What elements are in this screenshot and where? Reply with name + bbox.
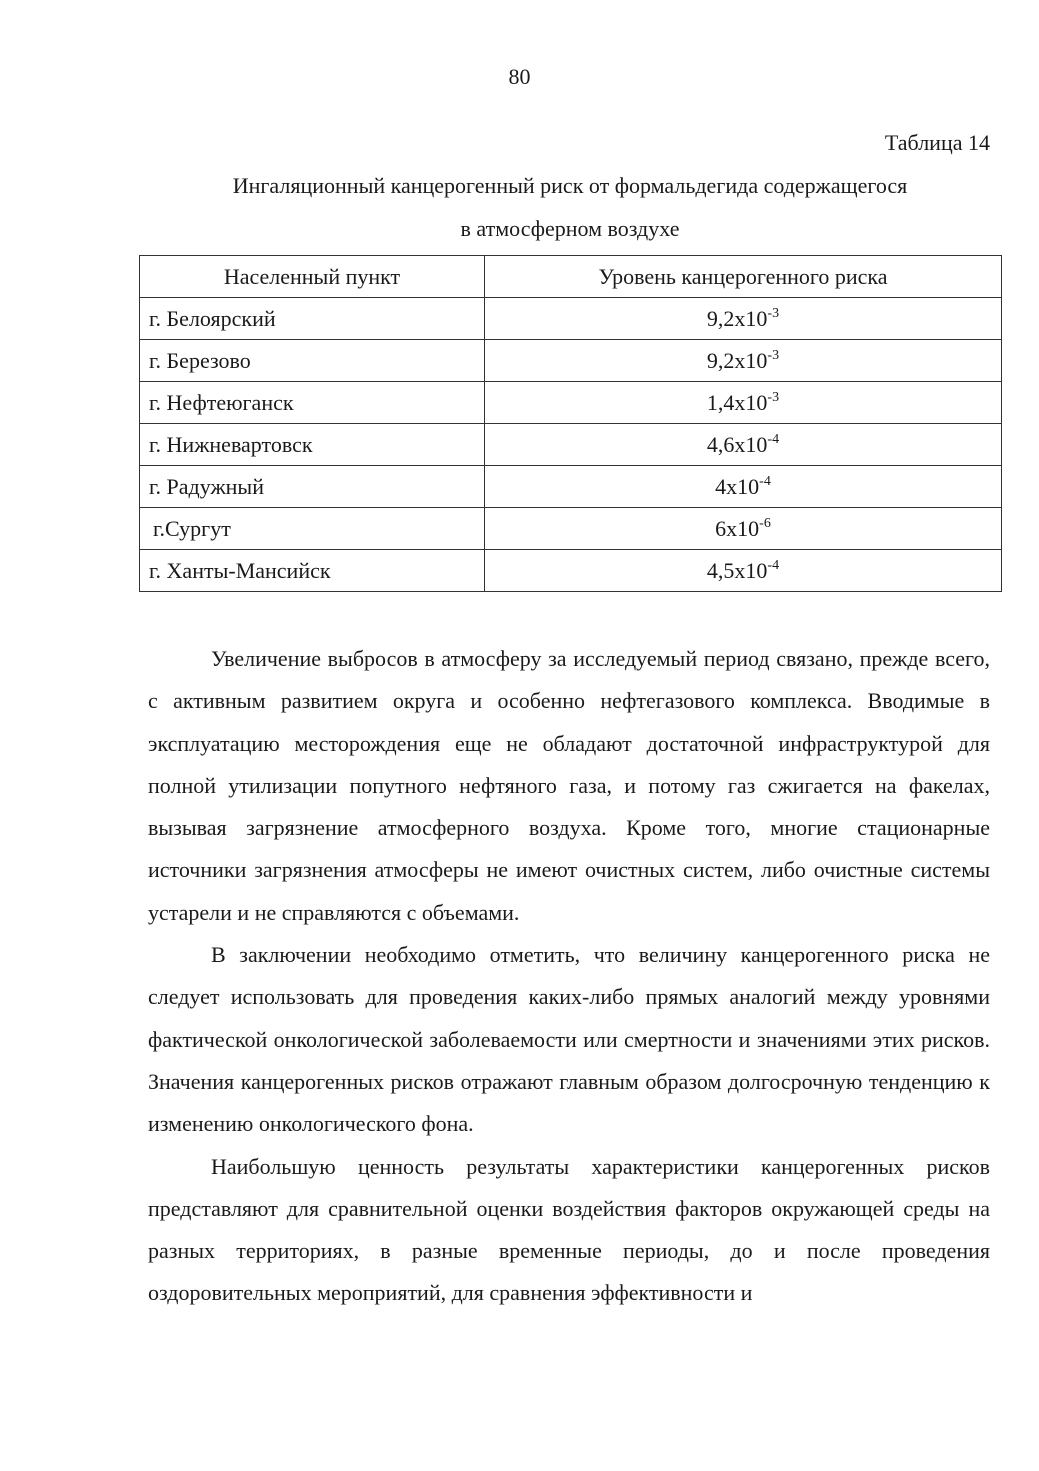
risk-value-cell bbox=[485, 424, 1002, 466]
page-number: 80 bbox=[508, 64, 531, 89]
risk-mantissa: 4,6х10 bbox=[706, 431, 768, 457]
risk-value-cell bbox=[485, 382, 1002, 424]
risk-mantissa: 1,4х10 bbox=[706, 389, 768, 415]
risk-exponent: -4 bbox=[767, 431, 780, 447]
risk-exponent: -3 bbox=[767, 389, 780, 405]
risk-value-cell bbox=[485, 550, 1002, 592]
risk-value-cell bbox=[485, 466, 1002, 508]
table-row bbox=[140, 340, 1002, 382]
risk-mantissa: 4,5х10 bbox=[706, 557, 768, 583]
risk-mantissa: 9,2х10 bbox=[706, 305, 768, 331]
city-cell: г. Радужный bbox=[140, 466, 485, 508]
table-row bbox=[140, 466, 1002, 508]
risk-mantissa: 4х10 bbox=[715, 473, 760, 499]
body-text bbox=[148, 638, 990, 1315]
table-row bbox=[140, 298, 1002, 340]
table-row bbox=[140, 550, 1002, 592]
table-header-row bbox=[140, 256, 1002, 298]
city-cell: г. Ханты-Мансийск bbox=[140, 550, 485, 592]
city-cell: г. Нижневартовск bbox=[140, 424, 485, 466]
risk-value-cell bbox=[485, 298, 1002, 340]
risk-exponent: -4 bbox=[767, 557, 780, 573]
paragraph: Увеличение выбросов в атмосферу за исследуемый период связано, прежде всего, с активным развитием округа и особенно нефтегазового комплекса. Вводимые в эксплуатацию месторождения еще не обладают достаточной инфраструктурой для полной утилизации попутного нефтяного газа, и потому газ сжигается на факелах, вызывая загрязнение атмосферного воздуха. Кроме того, многие стационарные источники загрязнения атмосферы не имеют очистных систем, либо очистные системы устарели и не справляются с объемами. bbox=[148, 646, 990, 925]
paragraph: В заключении необходимо отметить, что величину канцерогенного риска не следует использовать для проведения каких-либо прямых аналогий между уровнями фактической онкологической заболеваемости или смертности и значениями этих рисков. Значения канцерогенных рисков отражают главным образом долгосрочную тенденцию к изменению онкологического фона. bbox=[148, 942, 990, 1137]
risk-table bbox=[139, 255, 1002, 592]
risk-value-cell bbox=[485, 340, 1002, 382]
table-row bbox=[140, 424, 1002, 466]
city-cell: г. Нефтеюганск bbox=[140, 382, 485, 424]
risk-value-cell bbox=[485, 508, 1002, 550]
risk-mantissa: 6х10 bbox=[715, 515, 760, 541]
city-cell: г. Белоярский bbox=[140, 298, 485, 340]
risk-mantissa: 9,2х10 bbox=[706, 347, 768, 373]
risk-exponent: -4 bbox=[759, 473, 771, 489]
header-risk-level: Уровень канцерогенного риска bbox=[485, 256, 1002, 298]
paragraph: Наибольшую ценность результаты характеристики канцерогенных рисков представляют для сравнительной оценки воздействия факторов окружающей среды на разных территориях, в разные временные периоды, до и после проведения оздоровительных мероприятий, для сравнения эффективности и bbox=[148, 1153, 990, 1306]
table-row bbox=[140, 382, 1002, 424]
risk-exponent: -3 bbox=[767, 305, 780, 321]
table-caption-line-1: Ингаляционный канцерогенный риск от формальдегида содержащегося bbox=[232, 173, 908, 198]
table-caption-line-2: в атмосферном воздухе bbox=[460, 216, 680, 241]
header-settlement: Населенный пункт bbox=[140, 256, 485, 298]
table-row bbox=[140, 508, 1002, 550]
city-cell: г.Сургут bbox=[140, 508, 485, 550]
table-label: Таблица 14 bbox=[884, 130, 990, 155]
risk-exponent: -3 bbox=[767, 347, 780, 363]
city-cell: г. Березово bbox=[140, 340, 485, 382]
risk-exponent: -6 bbox=[759, 515, 771, 531]
